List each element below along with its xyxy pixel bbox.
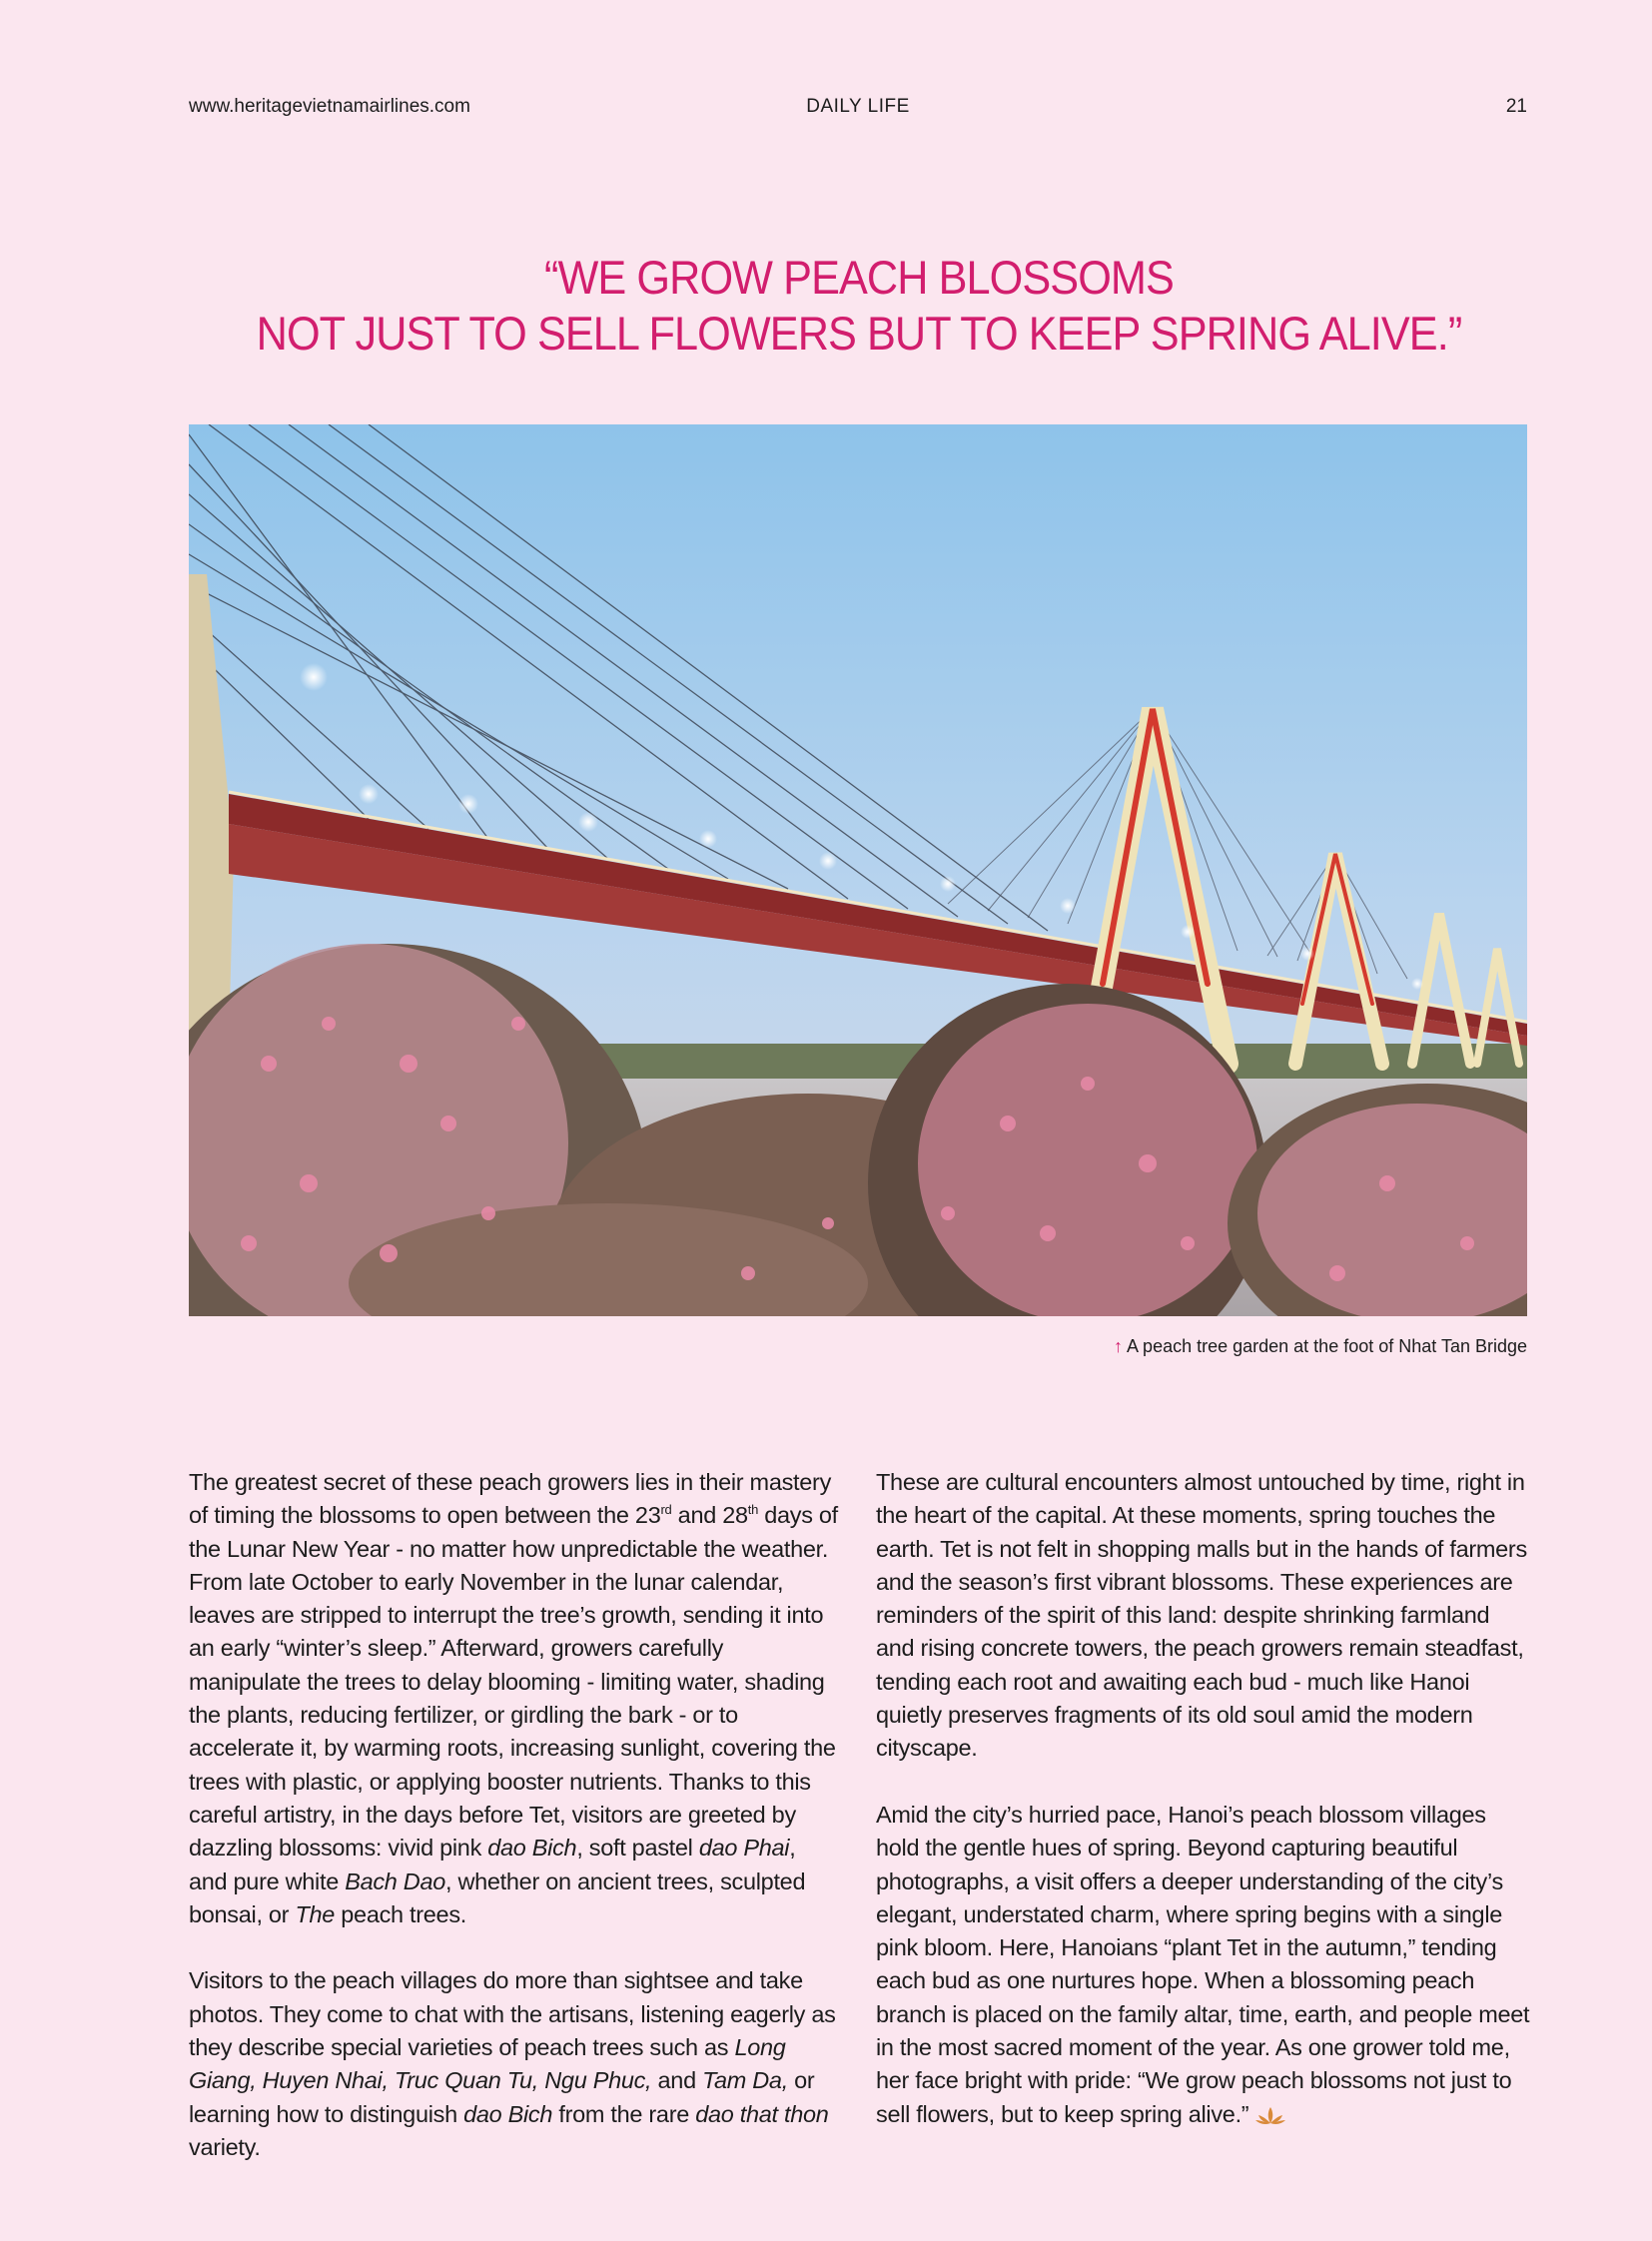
caption-text: A peach tree garden at the foot of Nhat Tan Bridge [1127, 1336, 1527, 1356]
article-column-left [189, 1466, 838, 2164]
lotus-icon [1254, 2101, 1286, 2134]
section-label: DAILY LIFE [806, 96, 910, 117]
website-url[interactable]: www.heritagevietnamairlines.com [189, 96, 470, 117]
paragraph-4: Amid the city’s hurried pace, Hanoi’s peach blossom villages hold the gentle hues of spring. Beyond capturing beautiful photographs, a visit offers a deeper understanding of the city’s elegant, understated charm, where spring begins with a single pink bloom. Here, Hanoians “plant Tet in the autumn,” tending each bud as one nurtures hope. When a blossoming peach branch is placed on the family altar, time, earth, and people meet in the most sacred moment of the year. As one grower told me, her face bright with pride: “We grow peach blossoms not just to sell flowers, but to keep spring alive.” [876, 1799, 1530, 2134]
photo-caption [1114, 1336, 1527, 1357]
arrow-up-icon: ↑ [1114, 1336, 1124, 1356]
pull-quote-line-1: “WE GROW PEACH BLOSSOMS [544, 251, 1174, 304]
paragraph-2: Visitors to the peach villages do more than sightsee and take photos. They come to chat with the artisans, listening eagerly as they describe special varieties of peach trees such as Long Giang, Huyen Nhai, Truc Quan Tu, Ngu Phuc, and Tam Da, or learning how to distinguish dao Bich from the rare dao that thon variety. [189, 1967, 836, 2160]
article-column-right [876, 1466, 1530, 2134]
pull-quote [207, 250, 1511, 362]
page-header [189, 96, 1527, 124]
nhat-tan-bridge-illustration [189, 424, 1527, 1316]
bridge-photo [189, 424, 1527, 1316]
pull-quote-line-2: NOT JUST TO SELL FLOWERS BUT TO KEEP SPRING ALIVE.” [256, 307, 1462, 360]
paragraph-1: The greatest secret of these peach growers lies in their mastery of timing the blossoms to open between the 23rd and 28th days of the Lunar New Year - no matter how unpredictable the weather. From late October to early November in the lunar calendar, leaves are stripped to interrupt the tree’s growth, sending it into an early “winter’s sleep.” Afterward, growers carefully manipulate the trees to delay blooming - limiting water, shading the plants, reducing fertilizer, or girdling the bark - or to accelerate it, by warming roots, increasing sunlight, covering the trees with plastic, or applying booster nutrients. Thanks to this careful artistry, in the days before Tet, visitors are greeted by dazzling blossoms: vivid pink dao Bich, soft pastel dao Phai, and pure white Bach Dao, whether on ancient trees, sculpted bonsai, or The peach trees. [189, 1469, 838, 1927]
page-number: 21 [1505, 96, 1527, 117]
paragraph-3: These are cultural encounters almost untouched by time, right in the heart of the capital. At these moments, spring touches the earth. Tet is not felt in shopping malls but in the hands of farmers and the season’s first vibrant blossoms. These experiences are reminders of the spirit of this land: despite shrinking farmland and rising concrete towers, the peach growers remain steadfast, tending each root and awaiting each bud - much like Hanoi quietly preserves fragments of its old soul amid the modern cityscape. [876, 1469, 1527, 1762]
